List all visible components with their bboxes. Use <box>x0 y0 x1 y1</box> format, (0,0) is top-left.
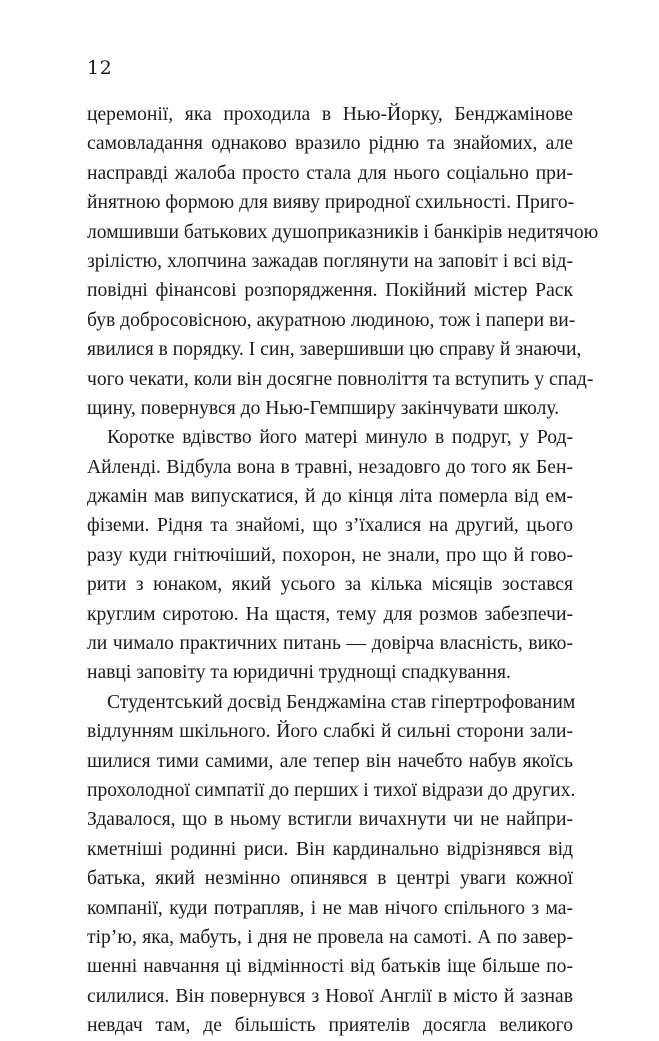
text-line: йнятною формою для вияву природної схильності. Приго- <box>87 192 575 214</box>
text-line: навці заповіту та юридичні труднощі спадкування. <box>87 662 511 684</box>
paragraph-3 <box>87 688 576 1041</box>
text-line: повідні фінансові розпорядження. Покійний містер Раск <box>87 280 573 302</box>
text-line: Студентський досвід Бенджаміна став гіпертрофованим <box>107 691 576 713</box>
body-text <box>87 100 599 1041</box>
text-line: фіземи. Рідня та знайомі, що з’їхалися на другий, цього <box>87 515 573 537</box>
text-line: ли чимало практичних питань — довірча власність, вико- <box>87 633 573 655</box>
text-line: прохолодної симпатії до перших і тихої відрази до других. <box>87 779 576 801</box>
text-line: шилися тими самими, але тепер він начебто набув якоїсь <box>87 750 573 772</box>
paragraph-2 <box>87 423 573 688</box>
text-line: був добросовісною, акуратною людиною, тож і папери ви- <box>87 309 576 331</box>
page-number: 12 <box>87 57 113 79</box>
text-line: ломшивши батькових душоприказників і банкірів недитячою <box>87 221 599 243</box>
text-line: церемонії, яка проходила в Нью-Йорку, Бенджамінове <box>87 104 573 125</box>
text-line: кметніші родинні риси. Він кардинально відрізнявся від <box>87 838 573 860</box>
text-line: насправді жалоба просто стала для нього соціально при- <box>87 162 573 184</box>
text-line: силилися. Він повернувся з Нової Англії в місто й зазнав <box>87 985 573 1007</box>
text-line: разу куди гнітючіший, похорон, не знали, про що й гово- <box>87 544 573 566</box>
text-line: шенні навчання ці відмінності від батьків іще більше по- <box>87 956 573 978</box>
text-line: зрілістю, хлопчина зажадав поглянути на заповіт і всі від- <box>87 250 573 272</box>
text-line: батька, який незмінно опинявся в центрі уваги кожної <box>87 868 573 890</box>
text-line: тір’ю, яка, мабуть, і дня не провела на самоті. А по завер- <box>87 926 573 948</box>
text-line: рити з юнаком, який усього за кілька місяців зостався <box>87 574 573 596</box>
paragraph-1 <box>87 100 599 423</box>
text-line: невдач там, де більшість приятелів досягла великого <box>87 1015 573 1037</box>
text-line: Айленді. Відбула вона в травні, незадовго до того як Бен- <box>87 456 573 478</box>
text-line: явилися в порядку. І син, завершивши цю справу й знаючи, <box>87 339 582 361</box>
text-line: Здавалося, що в ньому встигли вичахнути чи не найпри- <box>87 809 573 831</box>
text-line: щину, повернувся до Нью-Гемпширу закінчувати школу. <box>87 397 560 419</box>
text-line: круглим сиротою. На щастя, тему для розмов забезпечи- <box>87 603 573 625</box>
text-line: джамін мав випускатися, й до кінця літа померла від ем- <box>87 486 573 508</box>
text-line: самовладання однаково вразило рідню та знайомих, але <box>87 133 573 155</box>
text-line: відлунням шкільного. Його слабкі й сильні сторони зали- <box>87 721 573 743</box>
text-line: компанії, куди потрапляв, і не мав нічого спільного з ма- <box>87 897 573 919</box>
text-line: Коротке вдівство його матері минуло в подруг, у Род- <box>107 427 573 449</box>
text-line: чого чекати, коли він досягне повноліття та вступить у спад- <box>87 368 594 390</box>
